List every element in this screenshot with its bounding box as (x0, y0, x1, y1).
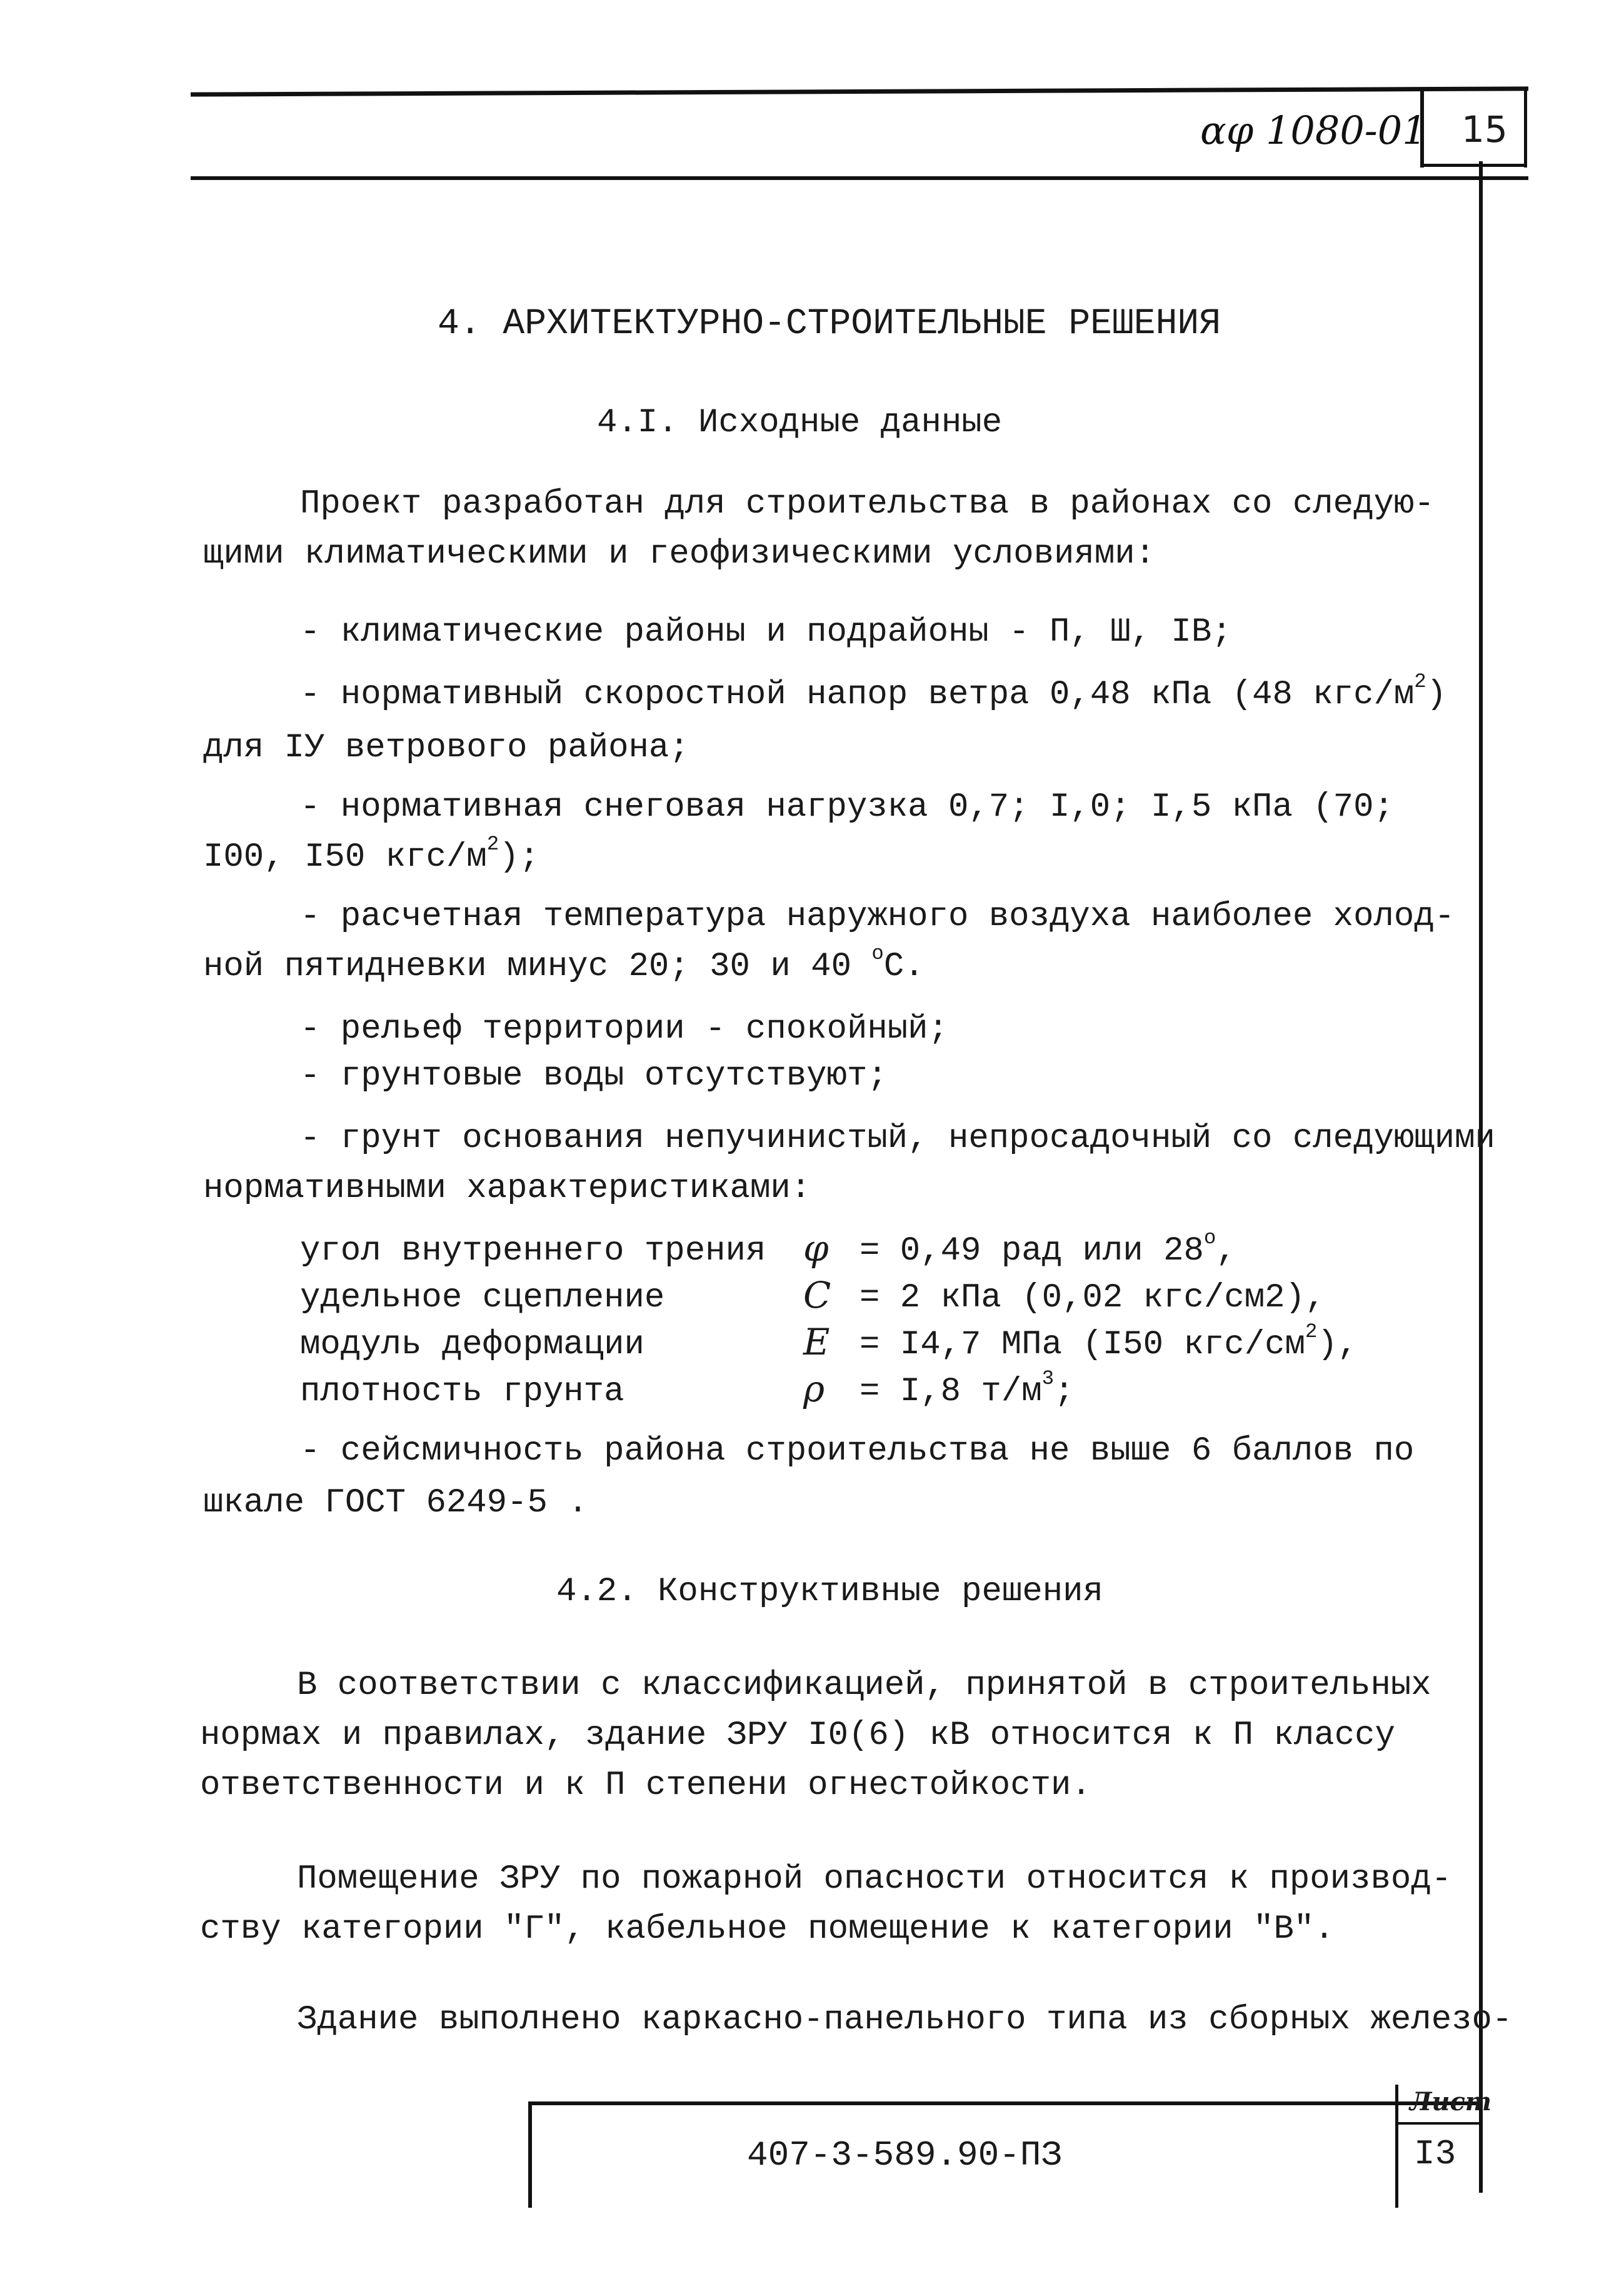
paragraph-1-line-3: ответственности и к П степени огнестойкости. (200, 1766, 1091, 1805)
header-bottom-line (191, 176, 1528, 180)
snow-line-2 (203, 833, 539, 876)
page-number: 15 (1461, 108, 1508, 151)
temperature-line-2 (203, 942, 925, 986)
subsection-title-initial-data: 4.I. Исходные данные (597, 404, 1003, 442)
temperature-text: ной пятидневки минус 20; 30 и 40 (203, 948, 872, 986)
wind-text-end: ) (1426, 676, 1447, 714)
snow-sup: 2 (486, 833, 499, 856)
paragraph-3-line-1: Здание выполнено каркасно-панельного типа из сборных железо- (297, 2001, 1513, 2039)
soil-param-value-text: = I,8 т/м (860, 1373, 1042, 1411)
groundwater-line: - грунтовые воды отсутствуют; (300, 1057, 888, 1095)
soil-line-2: нормативными характеристиками: (203, 1170, 811, 1208)
subsection-title-structural: 4.2. Конструктивные решения (556, 1573, 1103, 1611)
soil-param-symbol: Е (803, 1321, 830, 1363)
soil-param-value-end: ; (1054, 1373, 1075, 1411)
soil-param-value-text: = I4,7 МПа (I50 кгс/см (860, 1326, 1305, 1364)
paragraph-1-line-1: В соответствии с классификацией, принятой в строительных (297, 1666, 1431, 1705)
header-top-line (191, 86, 1528, 96)
soil-param-value (860, 1367, 1075, 1411)
handwritten-code: αφ 1080-01 (1200, 108, 1427, 153)
soil-param-value-end: ), (1317, 1326, 1358, 1364)
soil-param-symbol: ρ (803, 1368, 825, 1410)
header-box-right (1524, 89, 1527, 168)
frame-right-border (1479, 161, 1483, 2193)
wind-text: - нормативный скоростной напор ветра 0,48 кПа (48 кгс/м (300, 676, 1415, 714)
soil-param-value-sup: 3 (1041, 1367, 1055, 1391)
soil-param-value-sup: о (1203, 1226, 1216, 1250)
document-code: 407-3-589.90-ПЗ (747, 2135, 1063, 2175)
soil-param-value-text: = 2 кПа (0,02 кгс/см2), (860, 1279, 1326, 1317)
soil-param-value (860, 1226, 1236, 1270)
wind-line-2: для IУ ветрового района; (203, 729, 689, 767)
snow-text-end: ); (499, 838, 539, 876)
paragraph-2-line-2: ству категории "Г", кабельное помещение к категории "В". (200, 1910, 1335, 1948)
intro-line-2: щими климатическими и геофизическими условиями: (203, 535, 1156, 573)
paragraph-1-line-2: нормах и правилах, здание ЗРУ I0(6) кВ относится к П классу (200, 1716, 1395, 1755)
soil-param-label: модуль деформации (300, 1326, 644, 1364)
soil-line-1: - грунт основания непучинистый, непросадочный со следующими (300, 1119, 1495, 1158)
soil-param-symbol: С (803, 1274, 831, 1316)
paragraph-2-line-1: Помещение ЗРУ по пожарной опасности относится к производ- (297, 1860, 1452, 1898)
header-box-bottom (1420, 164, 1526, 167)
seismic-line-1: - сейсмичность района строительства не выше 6 баллов по (300, 1432, 1415, 1470)
intro-line-1: Проект разработан для строительства в районах со следую- (300, 485, 1435, 523)
section-title: 4. АРХИТЕКТУРНО-СТРОИТЕЛЬНЫЕ РЕШЕНИЯ (438, 304, 1221, 344)
seismic-line-2: шкале ГОСТ 6249-5 . (203, 1484, 588, 1522)
stamp-top-line (528, 2101, 1481, 2105)
temperature-sup: о (871, 942, 884, 966)
soil-param-value-sup: 2 (1305, 1320, 1318, 1344)
temperature-text-end: С. (883, 948, 925, 986)
stamp-label-underline (1395, 2122, 1481, 2125)
temperature-line-1: - расчетная температура наружного воздуха наиболее холод- (300, 898, 1455, 936)
wind-line-1 (300, 670, 1447, 714)
soil-param-value-text: = 0,49 рад или 28 (860, 1232, 1204, 1270)
snow-text: I00, I50 кгс/м (203, 838, 487, 876)
soil-param-value-end: , (1216, 1232, 1236, 1270)
climate-regions: - климатические районы и подрайоны - П, Ш, IВ; (300, 613, 1232, 651)
soil-param-label: удельное сцепление (300, 1279, 665, 1317)
stamp-divider (1395, 2085, 1398, 2208)
soil-param-label: угол внутреннего трения (300, 1232, 766, 1270)
stamp-left-line (528, 2101, 532, 2208)
soil-param-value (860, 1320, 1358, 1364)
soil-param-value (860, 1281, 1325, 1315)
soil-param-label: плотность грунта (300, 1373, 624, 1411)
snow-line-1: - нормативная снеговая нагрузка 0,7; I,0; I,5 кПа (70; (300, 788, 1394, 826)
wind-sup: 2 (1414, 670, 1426, 694)
sheet-number: I3 (1414, 2134, 1456, 2174)
sheet-label: Лист (1410, 2087, 1492, 2116)
soil-param-symbol: φ (803, 1227, 829, 1270)
relief-line: - рельеф территории - спокойный; (300, 1010, 948, 1048)
